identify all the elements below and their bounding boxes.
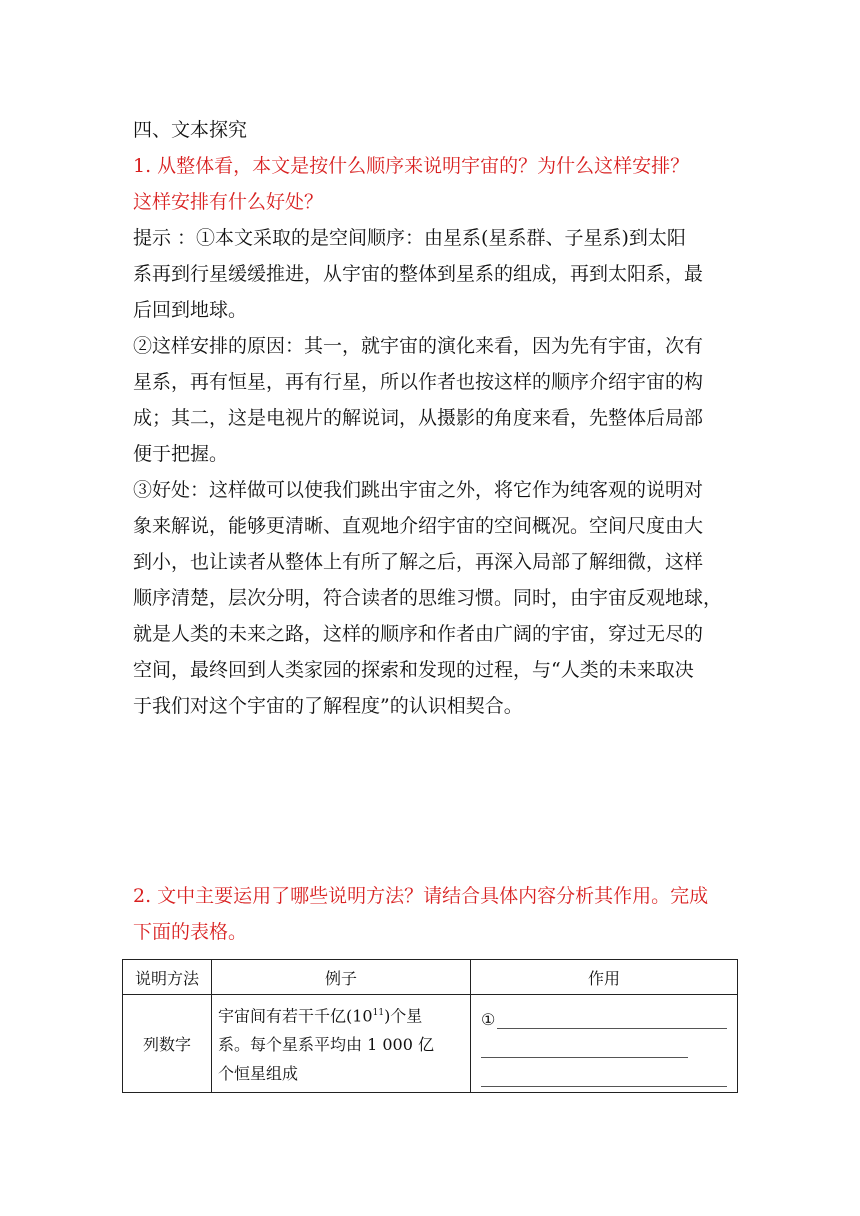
- answer-line: 到小，也让读者从整体上有所了解之后，再深入局部了解细微，这样: [133, 551, 704, 573]
- question-1-line: 1. 从整体看，本文是按什么顺序来说明宇宙的？为什么这样安排？: [133, 155, 690, 177]
- question-1: [133, 148, 733, 220]
- explanation-methods-table: [122, 959, 738, 1093]
- table-row: [123, 995, 738, 1093]
- example-text: )个星: [384, 1006, 423, 1026]
- answer-line: ③好处：这样做可以使我们跳出宇宙之外，将它作为纯客观的说明对: [133, 479, 704, 501]
- example-text: 宇宙间有若干千亿(10: [218, 1006, 373, 1026]
- header-method: 说明方法: [123, 960, 212, 995]
- answer-line: 星系，再有恒星，再有行星，所以作者也按这样的顺序介绍宇宙的构: [133, 371, 704, 393]
- answer-line: 后回到地球。: [133, 299, 248, 321]
- answer-line: 就是人类的未来之路，这样的顺序和作者由广阔的宇宙，穿过无尽的: [133, 623, 704, 645]
- answer-line: ②这样安排的原因：其一，就宇宙的演化来看，因为先有宇宙，次有: [133, 335, 704, 357]
- answer-line: 成；其二，这是电视片的解说词，从摄影的角度来看，先整体后局部: [133, 407, 704, 429]
- question-1-line: 这样安排有什么好处？: [133, 191, 324, 213]
- section-heading: 四、文本探究: [133, 119, 248, 141]
- example-text: 个恒星组成: [218, 1064, 299, 1084]
- answer-line: 便于把握。: [133, 443, 229, 465]
- answer-blank-line[interactable]: [481, 1000, 727, 1029]
- header-example: 例子: [212, 960, 471, 995]
- method-cell: 列数字: [123, 995, 212, 1093]
- exponent: 11: [372, 1008, 385, 1018]
- answer-blank-line[interactable]: [481, 1029, 688, 1058]
- question-2: [133, 878, 733, 950]
- answer-line: 提示 ：①本文采取的是空间顺序：由星系(星系群、子星系)到太阳: [133, 227, 686, 249]
- header-effect: 作用: [471, 960, 738, 995]
- blank-rule: [497, 1008, 727, 1029]
- answer-line: 系再到行星缓缓推进，从宇宙的整体到星系的组成，再到太阳系，最: [133, 263, 704, 285]
- answer-line: 顺序清楚，层次分明，符合读者的思维习惯。同时，由宇宙反观地球，: [133, 587, 723, 609]
- answer-line: 象来解说，能够更清晰、直观地介绍宇宙的空间概况。空间尺度由大: [133, 515, 704, 537]
- answer-1: [133, 220, 733, 724]
- question-2-line: 2. 文中主要运用了哪些说明方法？请结合具体内容分析其作用。完成: [133, 885, 709, 907]
- question-2-line: 下面的表格。: [133, 921, 248, 943]
- effect-cell: [471, 995, 738, 1093]
- answer-blank-line[interactable]: [481, 1058, 727, 1087]
- table-header-row: [123, 960, 738, 995]
- example-text: 系。每个星系平均由 1 000 亿: [218, 1035, 434, 1055]
- example-cell: [212, 995, 471, 1093]
- answer-line: 于我们对这个宇宙的了解程度”的认识相契合。: [133, 695, 523, 717]
- circled-number-marker: ①: [481, 1010, 496, 1030]
- answer-line: 空间，最终回到人类家园的探索和发现的过程，与“人类的未来取决: [133, 659, 694, 681]
